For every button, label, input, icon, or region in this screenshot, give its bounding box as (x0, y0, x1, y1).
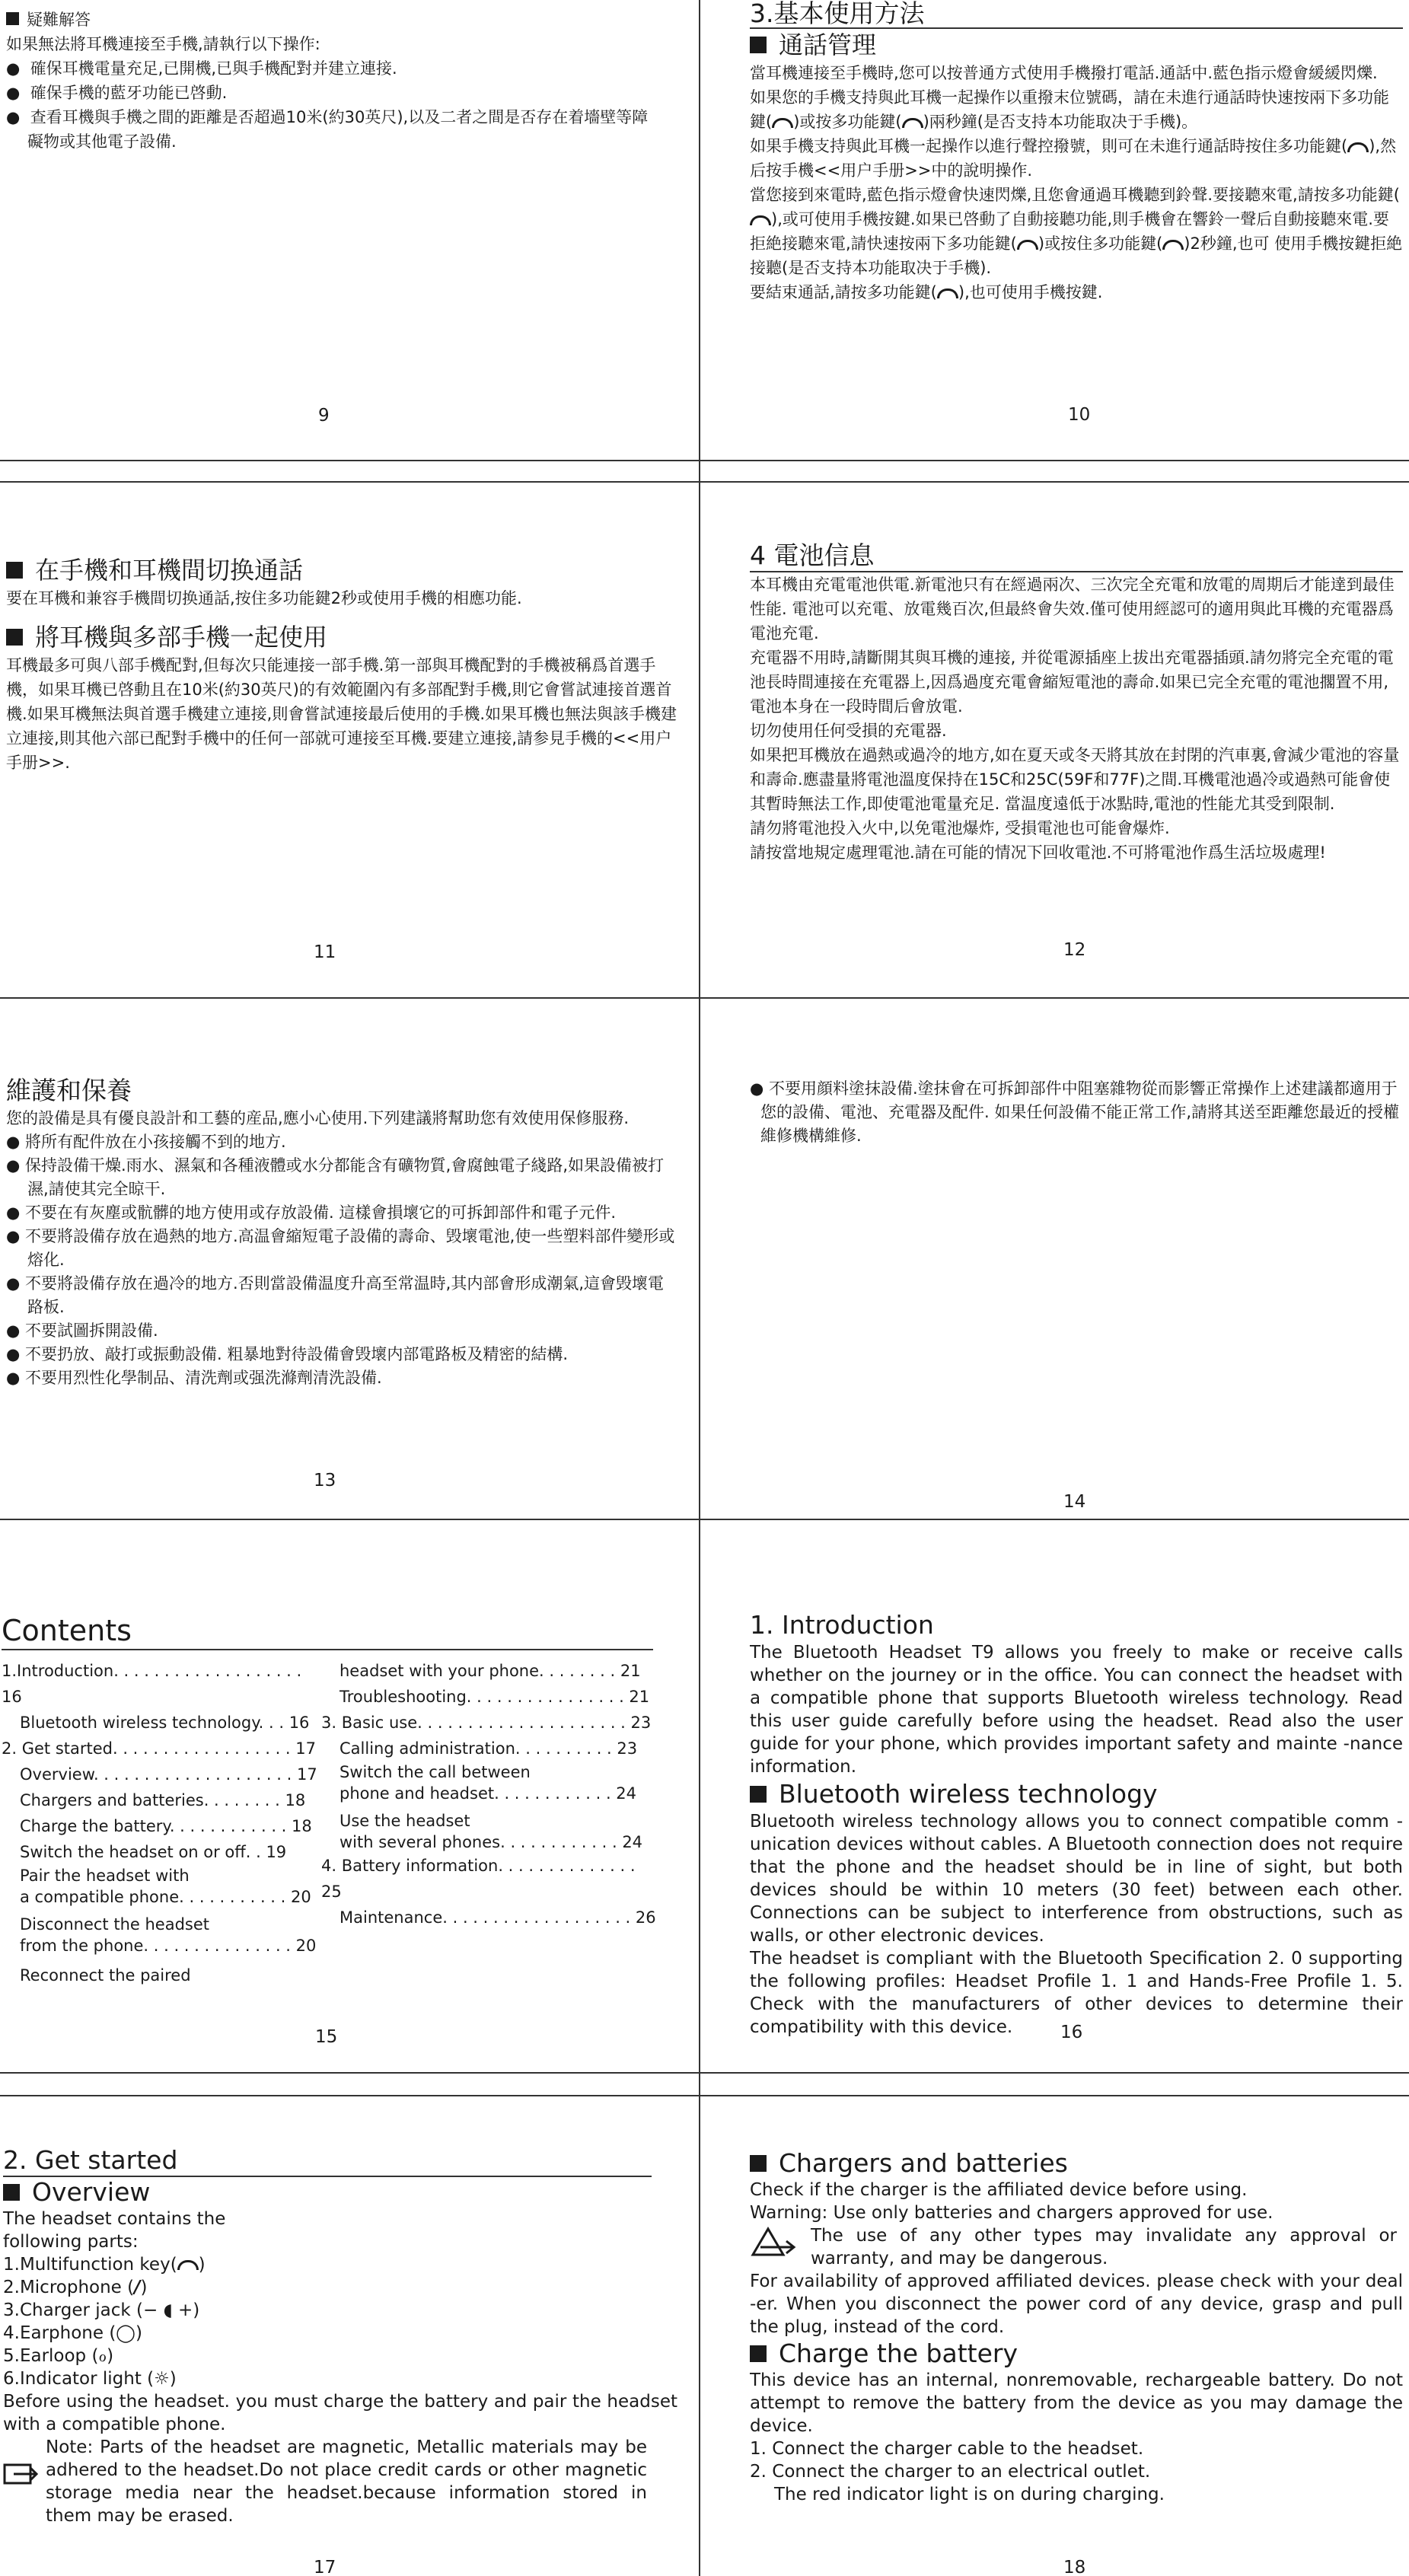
indicator-light-icon: ☼ (154, 2369, 170, 2389)
paragraph: 充電器不用時,請斷開其與耳機的連接, 并從電源插座上拔出充電器插頭.請勿將完全充電的電池長時間連接在充電器上,因爲過度充電會縮短電池的壽命.如果已完全充電的電池擱置不用,電池本身在一段時間后會放電. (750, 649, 1394, 716)
toc-entry[interactable]: Maintenance. . . . . . . . . . . . . . . . . . . 26 (339, 1908, 656, 1927)
paragraph: 切勿使用任何受損的充電器. (750, 722, 947, 740)
square-bullet-icon (750, 2345, 767, 2362)
paragraph: 您的設備是具有優良設計和工藝的産品,應小心使用.下列建議將幫助您有效使用保修服務. (6, 1109, 630, 1127)
toc-entry[interactable]: 3. Basic use. . . . . . . . . . . . . . . . . . . . . 23 (321, 1714, 652, 1732)
toc-entry[interactable]: Calling administration. . . . . . . . . . 23 (339, 1739, 638, 1758)
toc-entry[interactable]: 1.Introduction. . . . . . . . . . . . . . . . . . . 16 (2, 1662, 302, 1706)
row-divider-1 (0, 460, 1409, 461)
intro-text: 如果無法將耳機連接至手機,請執行以下操作: (6, 35, 320, 53)
section-title: 3.基本使用方法 (750, 0, 925, 28)
toc-entry[interactable]: Disconnect the headset (20, 1915, 209, 1934)
page-number: 17 (314, 2558, 336, 2576)
row-divider-3 (0, 997, 1409, 999)
vertical-divider (699, 0, 700, 2576)
square-bullet-icon (6, 12, 19, 25)
list-item: ● 不要將設備存放在過冷的地方.否則當設備温度升高至常温時,其内部會形成潮氣,這會毁壞電路板. (6, 1274, 665, 1316)
toc-entry[interactable]: Switch the headset on or off. . 19 (20, 1843, 287, 1861)
page-number: 18 (1063, 2558, 1086, 2576)
paragraph: Warning: Use only batteries and chargers approved for use. (750, 2203, 1274, 2223)
paragraph: The headset is compliant with the Bluetooth Specification 2. 0 supporting the following profiles: Headset Profile 1. 1 and Hands-Free Profile 1. 5. Check with the manufacturers of other devices to determine their compatibility with this device. (750, 1949, 1403, 2037)
paragraph: Check if the charger is the affiliated device before using. (750, 2180, 1248, 2200)
toc-entry[interactable]: Switch the call between (339, 1763, 531, 1781)
page-number: 9 (318, 406, 330, 426)
note-text: Note: Parts of the headset are magnetic, Metallic materials may be adhered to the headset.Do not place credit cards or other magnetic storage media near the headset.because information stored in them may be erased. (46, 2437, 647, 2526)
list-item: 2. Connect the charger to an electrical outlet. (750, 2462, 1151, 2482)
toc-entry[interactable]: Charge the battery. . . . . . . . . . . . 18 (20, 1817, 312, 1835)
toc-entry[interactable]: Bluetooth wireless technology. . . 16 (20, 1714, 310, 1732)
paragraph: For availability of approved affiliated devices. please check with your deal -er. When you disconnect the power cord of any device, grasp and pull the plug, instead of the cord. (750, 2272, 1403, 2337)
paragraph: 如果手機支持與此耳機一起操作以進行聲控撥號，則可在未進行通話時按住多功能鍵( ),然后按手機<<用户手册>>中的說明操作. (750, 137, 1397, 180)
warning-block (750, 2224, 1403, 2270)
section-title: 4 電池信息 (750, 540, 875, 570)
paragraph: 本耳機由充電電池供電.新電池只有在經過兩次、三次完全充電和放電的周期后才能達到最佳性能. 電池可以充電、放電幾百次,但最終會失效.僅可使用經認可的適用與此耳機的充電器爲電池充電. (750, 575, 1395, 642)
multifunction-key-icon (937, 289, 958, 298)
list-item: ● 不要扔放、敲打或振動設備. 粗暴地對待設備會毁壞内部電路板及精密的結構. (6, 1345, 569, 1363)
page-14 (750, 1077, 1409, 1515)
toc-entry[interactable]: Use the headset (339, 1812, 470, 1830)
list-item: 1.Multifunction key( ) (3, 2255, 206, 2275)
square-bullet-icon (6, 629, 23, 646)
paragraph: 請勿將電池投入火中,以免電池爆炸, 受損電池也可能會爆炸. (750, 819, 1170, 837)
page-number: 15 (315, 2027, 338, 2047)
toc-entry[interactable]: 2. Get started. . . . . . . . . . . . . . . . . . 17 (2, 1739, 317, 1758)
multifunction-key-icon (1347, 142, 1369, 152)
toc-column-2 (321, 1658, 656, 1988)
paragraph: 要在耳機和兼容手機間切换通話,按住多功能鍵2秒或使用手機的相應功能. (6, 589, 522, 607)
square-bullet-icon (3, 2184, 20, 2201)
paragraph: Bluetooth wireless technology allows you to connect compatible comm -unication devices without cables. A Bluetooth connection does not require that the phone and the headset should be in line of sight, but both devices should be within 10 meters (30 feet) between each other. Connections can be subject to interference from obstructions, such as walls, or other electronic devices. (750, 1812, 1403, 1946)
multifunction-key-icon (772, 118, 793, 128)
multifunction-key-icon (177, 2260, 199, 2270)
microphone-icon: / (134, 2278, 141, 2297)
paragraph: following parts: (3, 2232, 139, 2252)
page-17 (0, 2145, 685, 2576)
row-divider-2 (0, 481, 1409, 483)
earloop-icon: ℴ (98, 2346, 107, 2366)
subsection-title: Charge the battery (779, 2338, 1018, 2368)
list-item: 4.Earphone (◯) (3, 2323, 143, 2343)
toc-entry[interactable]: Pair the headset with (20, 1867, 190, 1885)
toc-columns (2, 1658, 677, 1988)
row-divider-5 (0, 2072, 1409, 2074)
page-number: 16 (1060, 2023, 1083, 2042)
toc-entry[interactable]: Troubleshooting. . . . . . . . . . . . . . . . 21 (339, 1688, 650, 1706)
multifunction-key-icon (750, 215, 771, 225)
paragraph: The Bluetooth Headset T9 allows you freely to make or receive calls whether on the journey or in the office. You can connect the headset with a compatible phone that supports Bluetooth wireless technology. Read this user guide carefully before using the headset. Read also the user guide for your phone, which provides important safety and mainte -nance information. (750, 1643, 1403, 1777)
row-divider-4 (0, 1519, 1409, 1520)
square-bullet-icon (750, 37, 767, 53)
multifunction-key-icon (902, 118, 923, 128)
paragraph: 要結束通話,請按多功能鍵( ),也可使用手機按鍵. (750, 283, 1103, 301)
page-18 (750, 2148, 1409, 2576)
page-16 (750, 1609, 1409, 2066)
row-divider-6 (0, 2095, 1409, 2096)
list-item: 5.Earloop (ℴ) (3, 2346, 114, 2366)
list-item: ● 不要試圖拆開設備. (6, 1321, 158, 1340)
page-number: 10 (1068, 405, 1091, 425)
paragraph: 請按當地規定處理電池.請在可能的情况下回收電池.不可將電池作爲生活垃圾處理! (750, 843, 1326, 862)
section-title: 維護和保養 (6, 1076, 132, 1105)
toc-entry[interactable]: Reconnect the paired (20, 1966, 191, 1985)
page-number: 13 (314, 1471, 336, 1490)
toc-entry[interactable]: phone and headset. . . . . . . . . . . . 24 (339, 1784, 637, 1803)
page-9 (0, 8, 685, 457)
square-bullet-icon (750, 2155, 767, 2172)
square-bullet-icon (6, 562, 23, 579)
toc-entry[interactable]: Chargers and batteries. . . . . . . . 18 (20, 1791, 306, 1809)
note-arrow-icon (3, 2459, 40, 2489)
page-15 (0, 1612, 685, 2065)
paragraph: This device has an internal, nonremovable, rechargeable battery. Do not attempt to remove the battery from the device as you may damage the device. (750, 2370, 1403, 2436)
toc-entry[interactable]: a compatible phone. . . . . . . . . . . 20 (20, 1888, 311, 1906)
warning-text: The use of any other types may invalidate any approval or warranty, and may be dangerous. (811, 2226, 1397, 2268)
paragraph: 如果您的手機支持與此耳機一起操作以重撥末位號碼，請在未進行通話時快速按兩下多功能鍵( )或按多功能鍵( )兩秒鐘(是否支持本功能取决于手機)。 (750, 88, 1389, 131)
paragraph: 耳機最多可與八部手機配對,但每次只能連接一部手機.第一部與耳機配對的手機被稱爲首選手機，如果耳機已啓動且在10米(約30英尺)的有效範圍內有多部配對手機,則它會嘗試連接首選首機.如果耳機無法與首選手機建立連接,則會嘗試連接最后使用的手機.如果耳機也無法與該手機建立連接,則其他六部已配對手機中的任何一部就可連接至耳機.要建立連接,請参見手機的<<用户手册>>. (6, 656, 677, 772)
title-rule (2, 1649, 653, 1650)
toc-entry[interactable]: headset with your phone. . . . . . . . 21 (339, 1662, 641, 1680)
page-number: 12 (1063, 940, 1086, 960)
note-block (3, 2436, 677, 2527)
toc-entry[interactable]: from the phone. . . . . . . . . . . . . . . 20 (20, 1937, 317, 1955)
subsection-title: 將耳機與多部手機一起使用 (35, 623, 328, 652)
warning-triangle-icon (750, 2224, 799, 2259)
subsection-title: Bluetooth wireless technology (779, 1779, 1158, 1809)
page-13 (0, 1075, 685, 1509)
subsection-title: Chargers and batteries (779, 2148, 1068, 2178)
paragraph: Before using the headset. you must charge the battery and pair the headset with a compatible phone. (3, 2392, 677, 2434)
paragraph: 如果把耳機放在過熱或過冷的地方,如在夏天或冬天將其放在封閉的汽車裏,會減少電池的容量和壽命.應盡量將電池溫度保持在15C和25C(59F和77F)之間.耳機電池過冷或過熱可能會使其暫時無法工作,即使電池電量充足. 當温度遠低于冰點時,電池的性能尤其受到限制. (750, 746, 1400, 813)
page-11 (0, 554, 685, 980)
section-title: 1. Introduction (750, 1610, 934, 1640)
paragraph: 當您接到來電時,藍色指示燈會快速閃爍,且您會通過耳機聽到鈴聲.要接聽來電,請按多功能鍵(),或可使用手機按鍵.如果已啓動了自動接聽功能,則手機會在響鈴一聲后自動接聽來電.要拒絶接聽來電,請快速按兩下多功能鍵( )或按住多功能鍵( )2秒鐘,也可 使用手機按鍵拒絶接聽(是否支持本功能取决于手機). (750, 186, 1403, 277)
multifunction-key-icon (1017, 240, 1038, 250)
list-item: ● 不要將設備存放在過熱的地方.高温會縮短電子設備的壽命、毁壞電池,使一些塑料部件變形或熔化. (6, 1227, 675, 1269)
page-12 (750, 540, 1409, 990)
subsection-title: Overview (32, 2177, 151, 2207)
paragraph: The headset contains the (3, 2209, 226, 2229)
multifunction-key-icon (1162, 240, 1184, 250)
list-item: ● 查看耳機與手機之間的距離是否超過10米(約30英尺),以及二者之間是否存在着墻壁等障礙物或其他電子設備. (6, 108, 649, 151)
subsection-title: 在手機和耳機間切换通話 (35, 556, 304, 585)
page-10 (750, 0, 1409, 457)
page-number: 11 (314, 942, 336, 962)
list-item: ● 保持設備干燥.雨水、濕氣和各種液體或水分都能含有礦物質,會腐蝕電子綫路,如果設備被打濕,請使其完全晾干. (6, 1156, 665, 1198)
list-item: ● 不要在有灰塵或骯髒的地方使用或存放設備. 這樣會損壞它的可拆卸部件和電子元件. (6, 1204, 617, 1222)
list-item: ● 確保耳機電量充足,已開機,已與手機配對并建立連接. (6, 59, 397, 78)
list-item: ● 將所有配件放在小孩接觸不到的地方. (6, 1133, 286, 1151)
list-item: The red indicator light is on during charging. (774, 2485, 1165, 2504)
section-title: 2. Get started (3, 2145, 178, 2175)
contents-title: Contents (2, 1614, 132, 1647)
earphone-icon: ◯ (116, 2323, 136, 2343)
list-item: 6.Indicator light (☼) (3, 2369, 177, 2389)
page-number: 14 (1063, 1492, 1086, 1512)
list-item: 3.Charger jack (− ◖ +) (3, 2300, 200, 2320)
toc-entry[interactable]: Overview. . . . . . . . . . . . . . . . . . . . 17 (20, 1765, 317, 1784)
paragraph: 當耳機連接至手機時,您可以按普通方式使用手機撥打電話.通話中.藍色指示燈會緩緩閃爍. (750, 64, 1378, 82)
list-item: ● 不要用顔料塗抹設備.塗抹會在可拆卸部件中阻塞雜物從而影響正常操作上述建議都適用于您的設備、電池、充電器及配件. 如果任何設備不能正常工作,請將其送至距離您最近的授權維修機構維修. (750, 1079, 1400, 1145)
toc-column-1 (2, 1658, 321, 1988)
toc-entry[interactable]: 4. Battery information. . . . . . . . . . . . . . 25 (321, 1857, 636, 1901)
list-item: 1. Connect the charger cable to the headset. (750, 2439, 1144, 2459)
subsection-title: 通話管理 (779, 30, 877, 59)
list-item: ● 確保手機的藍牙功能已啓動. (6, 84, 228, 102)
list-item: ● 不要用烈性化學制品、清洗劑或强洗滌劑清洗設備. (6, 1369, 382, 1387)
list-item: 2.Microphone (/) (3, 2278, 148, 2297)
square-bullet-icon (750, 1786, 767, 1803)
toc-entry[interactable]: with several phones. . . . . . . . . . . . 24 (339, 1833, 643, 1851)
charger-jack-icon: − ◖ + (142, 2300, 193, 2320)
troubleshooting-heading: 疑難解答 (27, 11, 91, 29)
